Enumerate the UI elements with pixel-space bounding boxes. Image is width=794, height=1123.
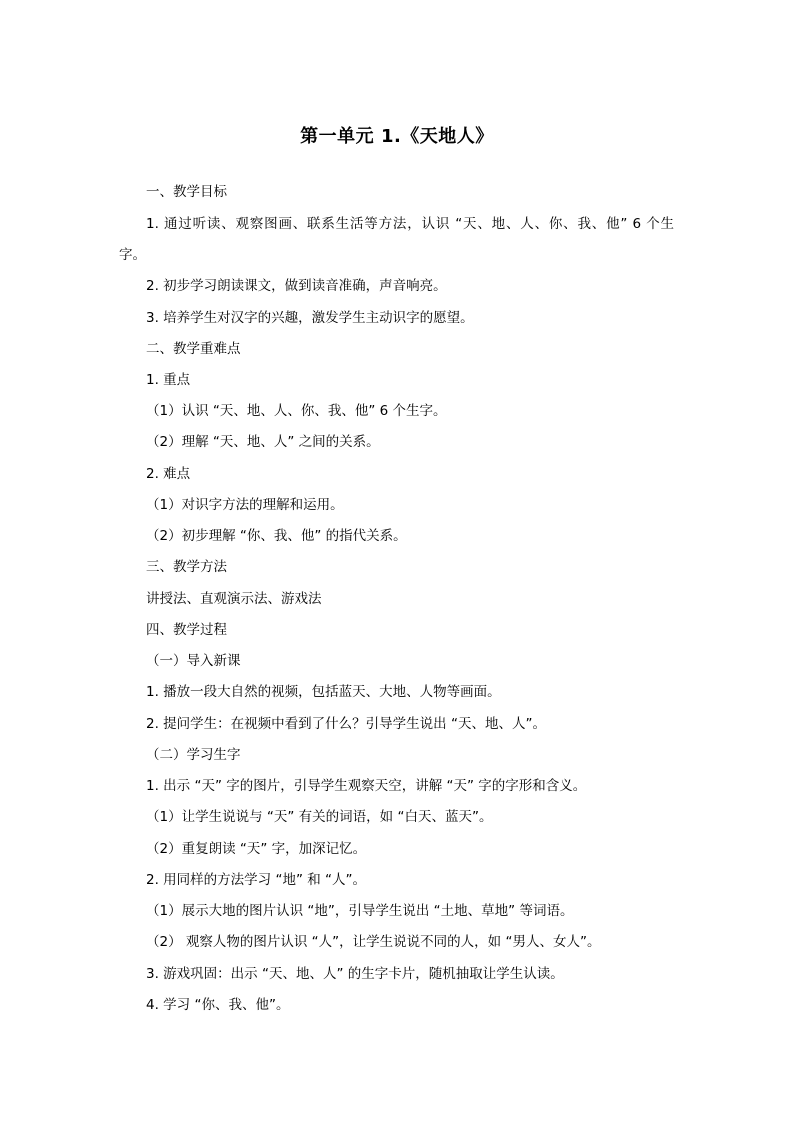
methods-text: 讲授法、直观演示法、游戏法 [146, 591, 322, 607]
difficult-point-2: （2）初步理解 “你、我、他” 的指代关系。 [146, 528, 407, 544]
document-title: 第一单元 1.《天地人》 [300, 126, 494, 147]
learn-item-1-sub-2: （2）重复朗读 “天” 字，加深记忆。 [146, 841, 367, 857]
learn-item-3: 3. 游戏巩固：出示 “天、地、人” 的生字卡片，随机抽取让学生认读。 [146, 966, 564, 982]
intro-item-1: 1. 播放一段大自然的视频，包括蓝天、大地、人物等画面。 [146, 684, 501, 700]
objective-3: 3. 培养学生对汉字的兴趣，激发学生主动识字的愿望。 [146, 310, 474, 326]
learn-item-1: 1. 出示 “天” 字的图片，引导学生观察天空，讲解 “天” 字的字形和含义。 [146, 778, 587, 794]
key-point-2: （2）理解 “天、地、人” 之间的关系。 [146, 434, 380, 450]
learn-item-2-sub-2: （2） 观察人物的图片认识 “人”，让学生说说不同的人，如 “男人、女人”。 [146, 934, 601, 950]
section-heading-key-points: 二、教学重难点 [146, 341, 241, 357]
objective-1: 1. 通过听读、观察图画、联系生活等方法，认识 “天、地、人、你、我、他” 6 个生 [146, 216, 674, 232]
objective-1-continued: 字。 [119, 247, 146, 263]
learn-item-2: 2. 用同样的方法学习 “地” 和 “人”。 [146, 872, 367, 888]
subheading-difficult-point: 2. 难点 [146, 466, 191, 482]
process-step-intro: （一）导入新课 [146, 653, 241, 669]
learn-item-2-sub-1: （1）展示大地的图片认识 “地”，引导学生说出 “土地、草地” 等词语。 [146, 903, 574, 919]
intro-item-2: 2. 提问学生：在视频中看到了什么？引导学生说出 “天、地、人”。 [146, 716, 546, 732]
objective-2: 2. 初步学习朗读课文，做到读音准确，声音响亮。 [146, 278, 447, 294]
section-heading-objectives: 一、教学目标 [146, 184, 227, 200]
learn-item-4: 4. 学习 “你、我、他”。 [146, 997, 290, 1013]
subheading-key-point: 1. 重点 [146, 372, 191, 388]
section-heading-methods: 三、教学方法 [146, 559, 227, 575]
difficult-point-1: （1）对识字方法的理解和运用。 [146, 497, 344, 513]
process-step-learn-characters: （二）学习生字 [146, 747, 241, 763]
learn-item-1-sub-1: （1）让学生说说与 “天” 有关的词语，如 “白天、蓝天”。 [146, 809, 493, 825]
section-heading-process: 四、教学过程 [146, 622, 227, 638]
key-point-1: （1）认识 “天、地、人、你、我、他” 6 个生字。 [146, 403, 447, 419]
